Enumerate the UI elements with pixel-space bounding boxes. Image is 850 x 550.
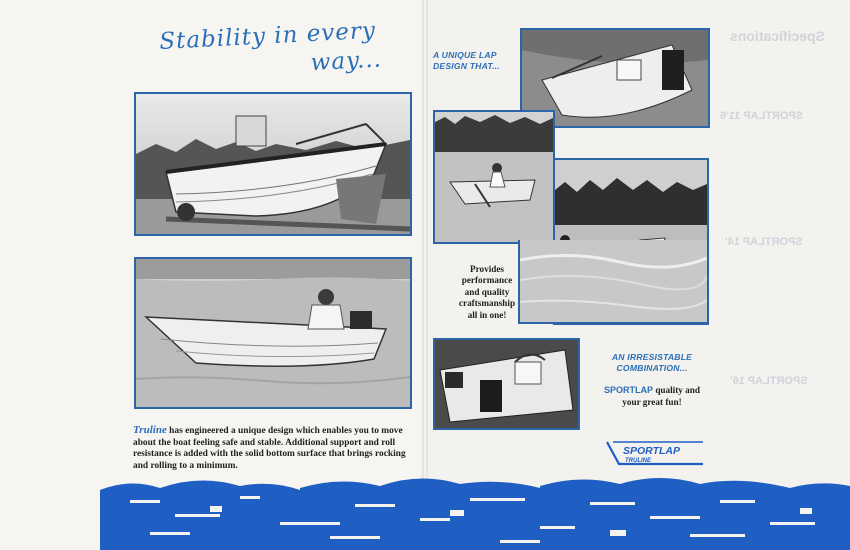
photo-boat-on-trailer [134, 92, 412, 236]
photo-console-interior [433, 338, 580, 430]
combination-caption [596, 352, 708, 374]
sportlap-brand-text: SPORTLAP [604, 385, 654, 395]
combination-caption-line-1: AN IRRESISTABLE [611, 352, 693, 362]
performance-line-5: all in one! [467, 309, 507, 320]
center-fold [422, 0, 428, 550]
performance-line-1: Provides [469, 264, 505, 274]
photo-wake-spray [518, 240, 709, 324]
headline-line-2: way... [310, 46, 383, 77]
combination-text-line-1 [596, 384, 708, 396]
water-waves-graphic [0, 470, 850, 550]
page-headline [159, 16, 392, 86]
ghost-model-3: SPORTLAP 16' [730, 375, 808, 387]
ghost-model-1: SPORTLAP 11'6 [720, 110, 804, 122]
performance-line-3: and quality [464, 286, 510, 297]
ghost-specifications: Specifications [730, 28, 825, 44]
performance-text [443, 264, 531, 321]
sportlap-truline-logo [605, 438, 705, 468]
combination-text [596, 384, 708, 408]
logo-truline-text: TRULINE [625, 458, 651, 464]
logo-sportlap-text: SPORTLAP [623, 445, 680, 457]
performance-line-2: performance [461, 275, 513, 286]
photo-rowing-boat [433, 110, 555, 244]
combination-caption-line-2: COMBINATION... [616, 363, 688, 373]
combination-text-rest: quality and [653, 385, 700, 395]
combination-text-line-2: your great fun! [622, 397, 682, 407]
performance-line-4: craftsmanship [458, 298, 516, 309]
headline-line-1: Stability in every [158, 17, 377, 56]
photo-man-in-dinghy [134, 257, 412, 409]
intro-paragraph-text: has engineered a unique design which enables you to move about the boat feeling safe and stable. Additional support and roll resistance is added with the solid bottom surface that brings rocking and rolling to a minimum. [133, 426, 406, 471]
intro-paragraph [133, 425, 413, 472]
truline-brand-text: Truline [133, 424, 167, 436]
lap-design-caption: A UNIQUE LAP DESIGN THAT... [433, 50, 500, 71]
ghost-model-2: SPORTLAP 14' [725, 236, 803, 248]
